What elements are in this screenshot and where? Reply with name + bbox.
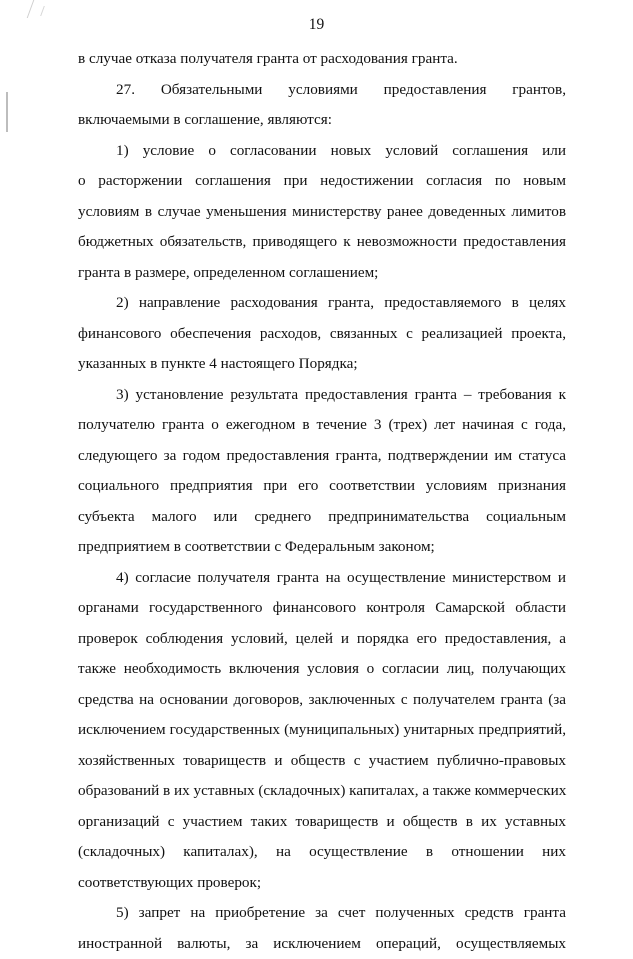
text-line: получателю гранта о ежегодном в течение 3 (трех) лет начиная с года,	[78, 410, 566, 441]
text-line: предприятием в соответствии с Федеральным законом;	[78, 532, 566, 563]
text-line: 3) установление результата предоставления гранта – требования к	[78, 380, 566, 411]
text-line: в случае отказа получателя гранта от расходования гранта.	[78, 44, 566, 75]
text-line: (складочных) капиталах), на осуществление в отношении них	[78, 837, 566, 868]
text-line: исключением государственных (муниципальных) унитарных предприятий,	[78, 715, 566, 746]
text-line: 4) согласие получателя гранта на осуществление министерством и	[78, 563, 566, 594]
text-line: также необходимость включения условия о согласии лиц, получающих	[78, 654, 566, 685]
page-number: 19	[0, 16, 633, 34]
text-line: проверок соблюдения условий, целей и порядка его предоставления, а	[78, 624, 566, 655]
text-line: иностранной валюты, за исключением операций, осуществляемых	[78, 929, 566, 959]
text-line: финансового обеспечения расходов, связанных с реализацией проекта,	[78, 319, 566, 350]
text-line: гранта в размере, определенном соглашением;	[78, 258, 566, 289]
scan-edge-mark	[6, 92, 8, 132]
scan-mark	[40, 6, 53, 16]
text-line: включаемыми в соглашение, являются:	[78, 105, 566, 136]
text-line: органами государственного финансового контроля Самарской области	[78, 593, 566, 624]
text-line: организаций с участием таких товариществ и обществ в их уставных	[78, 807, 566, 838]
text-line: о расторжении соглашения при недостижении согласия по новым	[78, 166, 566, 197]
text-line: хозяйственных товариществ и обществ с участием публично-правовых	[78, 746, 566, 777]
text-line: указанных в пункте 4 настоящего Порядка;	[78, 349, 566, 380]
text-line: следующего за годом предоставления гранта, подтверждении им статуса	[78, 441, 566, 472]
text-line: средства на основании договоров, заключенных с получателем гранта (за	[78, 685, 566, 716]
text-line: условиям в случае уменьшения министерству ранее доведенных лимитов	[78, 197, 566, 228]
text-line: бюджетных обязательств, приводящего к невозможности предоставления	[78, 227, 566, 258]
text-line: 27. Обязательными условиями предоставления грантов,	[78, 75, 566, 106]
text-line: социального предприятия при его соответствии условиям признания	[78, 471, 566, 502]
text-line: соответствующих проверок;	[78, 868, 566, 899]
text-line: 1) условие о согласовании новых условий соглашения или	[78, 136, 566, 167]
text-line: 5) запрет на приобретение за счет полученных средств гранта	[78, 898, 566, 929]
text-line: образований в их уставных (складочных) капиталах, а также коммерческих	[78, 776, 566, 807]
document-body	[78, 44, 566, 959]
text-line: 2) направление расходования гранта, предоставляемого в целях	[78, 288, 566, 319]
text-line: субъекта малого или среднего предпринимательства социальным	[78, 502, 566, 533]
